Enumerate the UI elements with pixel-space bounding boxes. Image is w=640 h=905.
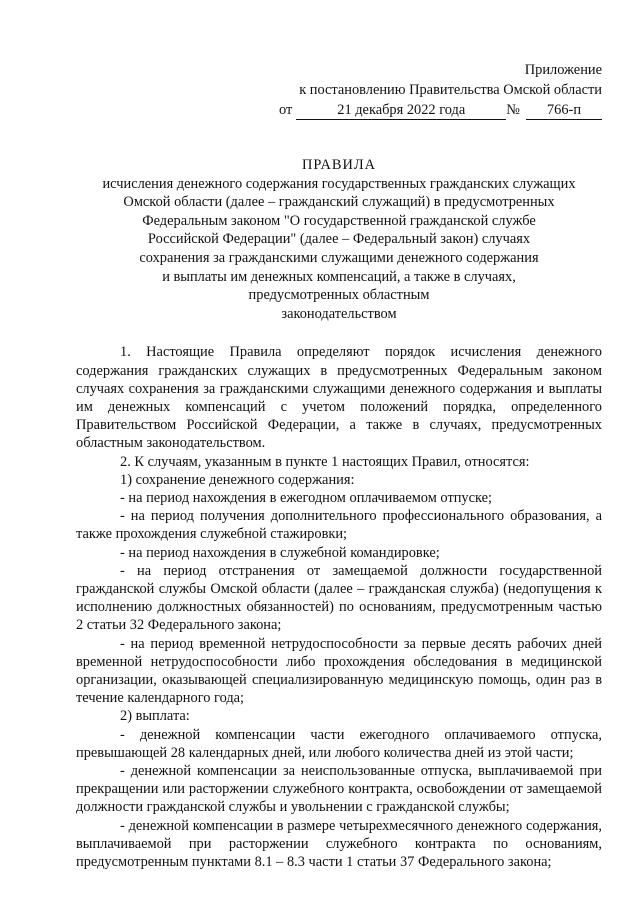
date-prefix: от [278, 102, 293, 118]
title-line: предусмотренных областным [248, 287, 430, 304]
paragraph: - денежной компенсации части ежегодного оплачиваемого отпуска, превышающей 28 календарных дней, или любого количества дней из этой части; [76, 726, 602, 761]
paragraph: - на период получения дополнительного профессионального образования, а также прохождения служебной стажировки; [76, 508, 602, 543]
document-body [76, 343, 602, 871]
title-line: сохранения за гражданскими служащими денежного содержания [139, 249, 539, 266]
appendix-label: Приложение [524, 62, 602, 78]
decree-date: 21 декабря 2022 года [296, 102, 506, 120]
paragraph: - на период нахождения в ежегодном оплачиваемом отпуске; [120, 489, 493, 506]
document-title [76, 156, 602, 323]
title-line: исчисления денежного содержания государственных гражданских служащих [102, 175, 576, 192]
paragraph: - денежной компенсации за неиспользованные отпуска, выплачиваемой при прекращении или расторжении служебного контракта, освобождении от замещаемой должности гражданской службы и увольнении с гражданской службы; [76, 763, 602, 816]
decree-date-number-line [76, 100, 602, 120]
paragraph: 2) выплата: [120, 708, 190, 725]
appendix-decree-ref: к постановлению Правительства Омской области [299, 82, 602, 98]
title-line: законодательством [281, 305, 397, 322]
paragraph: - денежной компенсации в размере четырехмесячного денежного содержания, выплачиваемой при расторжении служебного контракта по основаниям, предусмотренным пунктами 8.1 – 8.3 части 1 статьи 37 Федерального закона; [76, 817, 602, 871]
title-line: Российской Федерации" (далее – Федеральный закон) случаях [147, 231, 531, 248]
title-line: Омской области (далее – гражданский служащий) в предусмотренных [123, 194, 555, 211]
paragraph: - на период отстранения от замещаемой должности государственной гражданской службы Омской области (далее – гражданская служба) (недопущения к исполнению должностных обязанностей) по основаниям, предусмотренным частью 2 статьи 32 Федерального закона; [76, 562, 602, 634]
appendix-header [76, 60, 602, 120]
title-heading: ПРАВИЛА [301, 157, 377, 173]
paragraph: 1. Настоящие Правила определяют порядок исчисления денежного содержания гражданских служащих в предусмотренных Федеральным законом случаях сохранения за гражданскими служащими денежного содержания и выплаты им денежных компенсаций с учетом положений порядка, определенного Правительством Российской Федерации, а также в случаях, предусмотренных областным законодательством. [76, 344, 602, 452]
number-sign: № [506, 102, 520, 118]
paragraph: - на период временной нетрудоспособности за первые десять рабочих дней временной нетрудоспособности либо прохождения обследования в медицинской организации, оказывающей специализированную медицинскую помощь, один раз в течение календарного года; [76, 635, 602, 707]
decree-number: 766-п [526, 102, 602, 120]
title-line: Федеральным законом "О государственной гражданской службе [142, 212, 536, 229]
title-line: и выплаты им денежных компенсаций, а также в случаях, [162, 268, 516, 285]
paragraph: - на период нахождения в служебной командировке; [120, 544, 440, 561]
paragraph: 2. К случаям, указанным в пункте 1 настоящих Правил, относятся: [120, 453, 530, 470]
paragraph: 1) сохранение денежного содержания: [120, 471, 355, 488]
